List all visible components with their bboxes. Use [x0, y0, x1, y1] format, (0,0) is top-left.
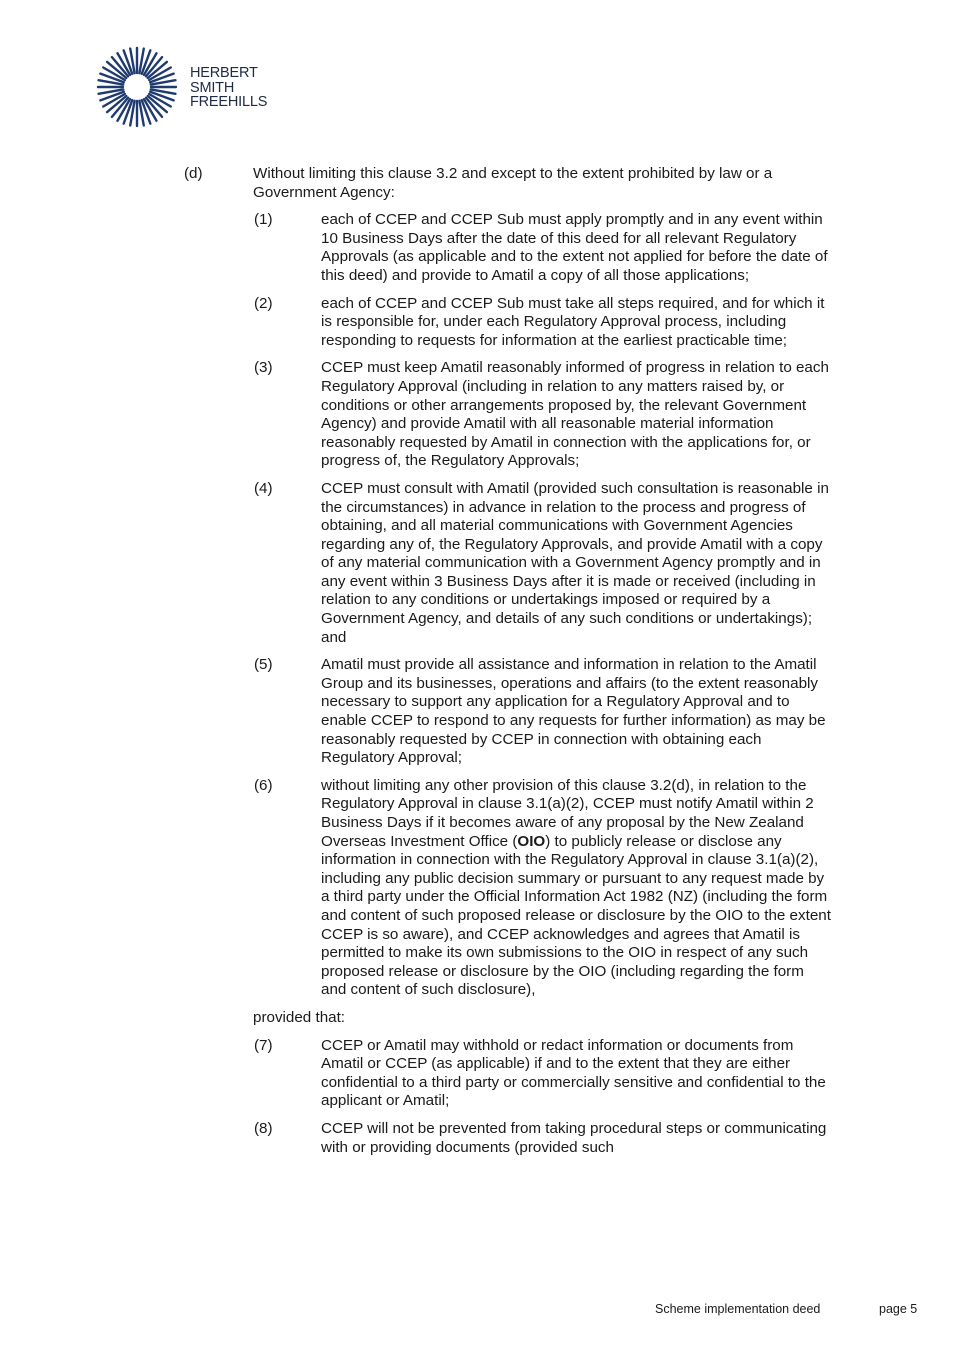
logo-line: SMITH	[190, 79, 235, 96]
footer-document-title: Scheme implementation deed	[655, 1302, 821, 1316]
list-item	[182, 480, 832, 647]
clause-number: (d)	[184, 165, 203, 182]
item-text: CCEP must keep Amatil reasonably informed of progress in relation to each Regulatory Approval (including in relation to any matters raised by, or conditions or other arrangements proposed by, the relevant Government Agency) and provide Amatil with all reasonable material information reasonably requested by Amatil in connection with the applications for, or progress of, the Regulatory Approvals;	[321, 359, 829, 470]
list-item	[182, 211, 832, 285]
defined-term-oio: OIO	[517, 832, 546, 850]
list-item	[182, 777, 832, 1000]
item-text-before: without limiting any other provision of this clause 3.2(d), in relation to the Regulatory Approval in clause 3.1(a)(2), CCEP must notify Amatil within 2 Business Days if it becomes aware of any proposal by the New Zealand Overseas Investment Office (	[321, 776, 814, 850]
item-number: (6)	[254, 776, 273, 794]
item-number: (5)	[254, 656, 273, 674]
item-number: (4)	[254, 479, 273, 497]
item-number: (3)	[254, 359, 273, 377]
list-item	[182, 656, 832, 768]
item-text: CCEP or Amatil may withhold or redact information or documents from Amatil or CCEP (as applicable) if and to the extent that they are either confidential to a third party or commercially sensitive and confidential to the applicant or Amatil;	[321, 1036, 826, 1110]
item-text: each of CCEP and CCEP Sub must take all steps required, and for which it is responsible for, under each Regulatory Approval process, including responding to requests for information at the earliest practicable time;	[321, 294, 825, 349]
item-text: each of CCEP and CCEP Sub must apply promptly and in any event within 10 Business Days after the date of this deed for all relevant Regulatory Approvals (as applicable and to the extent not applied for before the date of this deed) and provide to Amatil a copy of all those applications;	[321, 211, 828, 284]
clause-intro: Without limiting this clause 3.2 and except to the extent prohibited by law or a Government Agency:	[253, 165, 773, 201]
item-text: CCEP must consult with Amatil (provided such consultation is reasonable in the circumstances) in advance in relation to the process and progress of obtaining, and all material communications with Government Agencies regarding any of, the Regulatory Approvals, and provide Amatil with a copy of any material communication with a Government Agency promptly and in any event within 3 Business Days after it is made or received (including in relation to any conditions or undertakings imposed or required by a Government Agency, and details of any such conditions or undertakings); and	[321, 479, 829, 646]
footer-page-number: page 5	[879, 1302, 918, 1316]
item-number: (7)	[254, 1036, 273, 1054]
provided-that: provided that:	[253, 1008, 346, 1026]
logo-line: FREEHILLS	[190, 94, 268, 110]
logo-line: HERBERT	[190, 65, 258, 81]
item-text: Amatil must provide all assistance and information in relation to the Amatil Group and its businesses, operations and affairs (to the extent reasonably necessary to support any application for a Regulatory Approval and to enable CCEP to respond to any requests for further information) as may be reasonably requested by CCEP in connection with obtaining each Regulatory Approval;	[321, 656, 826, 767]
item-text-after: ) to publicly release or disclose any information in connection with the Regulatory Approval in clause 3.1(a)(2), including any public decision summary or pursuant to any request made by a third party under the Official Information Act 1982 (NZ) (including the form and content of such proposed release or disclosure by the OIO to the extent CCEP is so aware), and CCEP acknowledges and agrees that Amatil is permitted to make its own submissions to the OIO in respect of any such proposed release or disclosure by the OIO (including regarding the form and content of such disclosure),	[321, 832, 831, 999]
clause-d	[182, 165, 832, 202]
firm-logo	[96, 46, 276, 126]
list-item	[182, 1037, 832, 1111]
item-text: CCEP will not be prevented from taking procedural steps or communicating with or providing documents (provided such	[321, 1119, 827, 1156]
list-item	[182, 1120, 832, 1157]
list-item	[182, 359, 832, 471]
logo-wordmark	[190, 66, 267, 110]
item-number: (1)	[254, 211, 273, 229]
list-item	[182, 295, 832, 351]
item-number: (2)	[254, 294, 273, 312]
document-body	[182, 165, 832, 1166]
starburst-logo-icon	[96, 46, 178, 128]
item-number: (8)	[254, 1119, 273, 1137]
